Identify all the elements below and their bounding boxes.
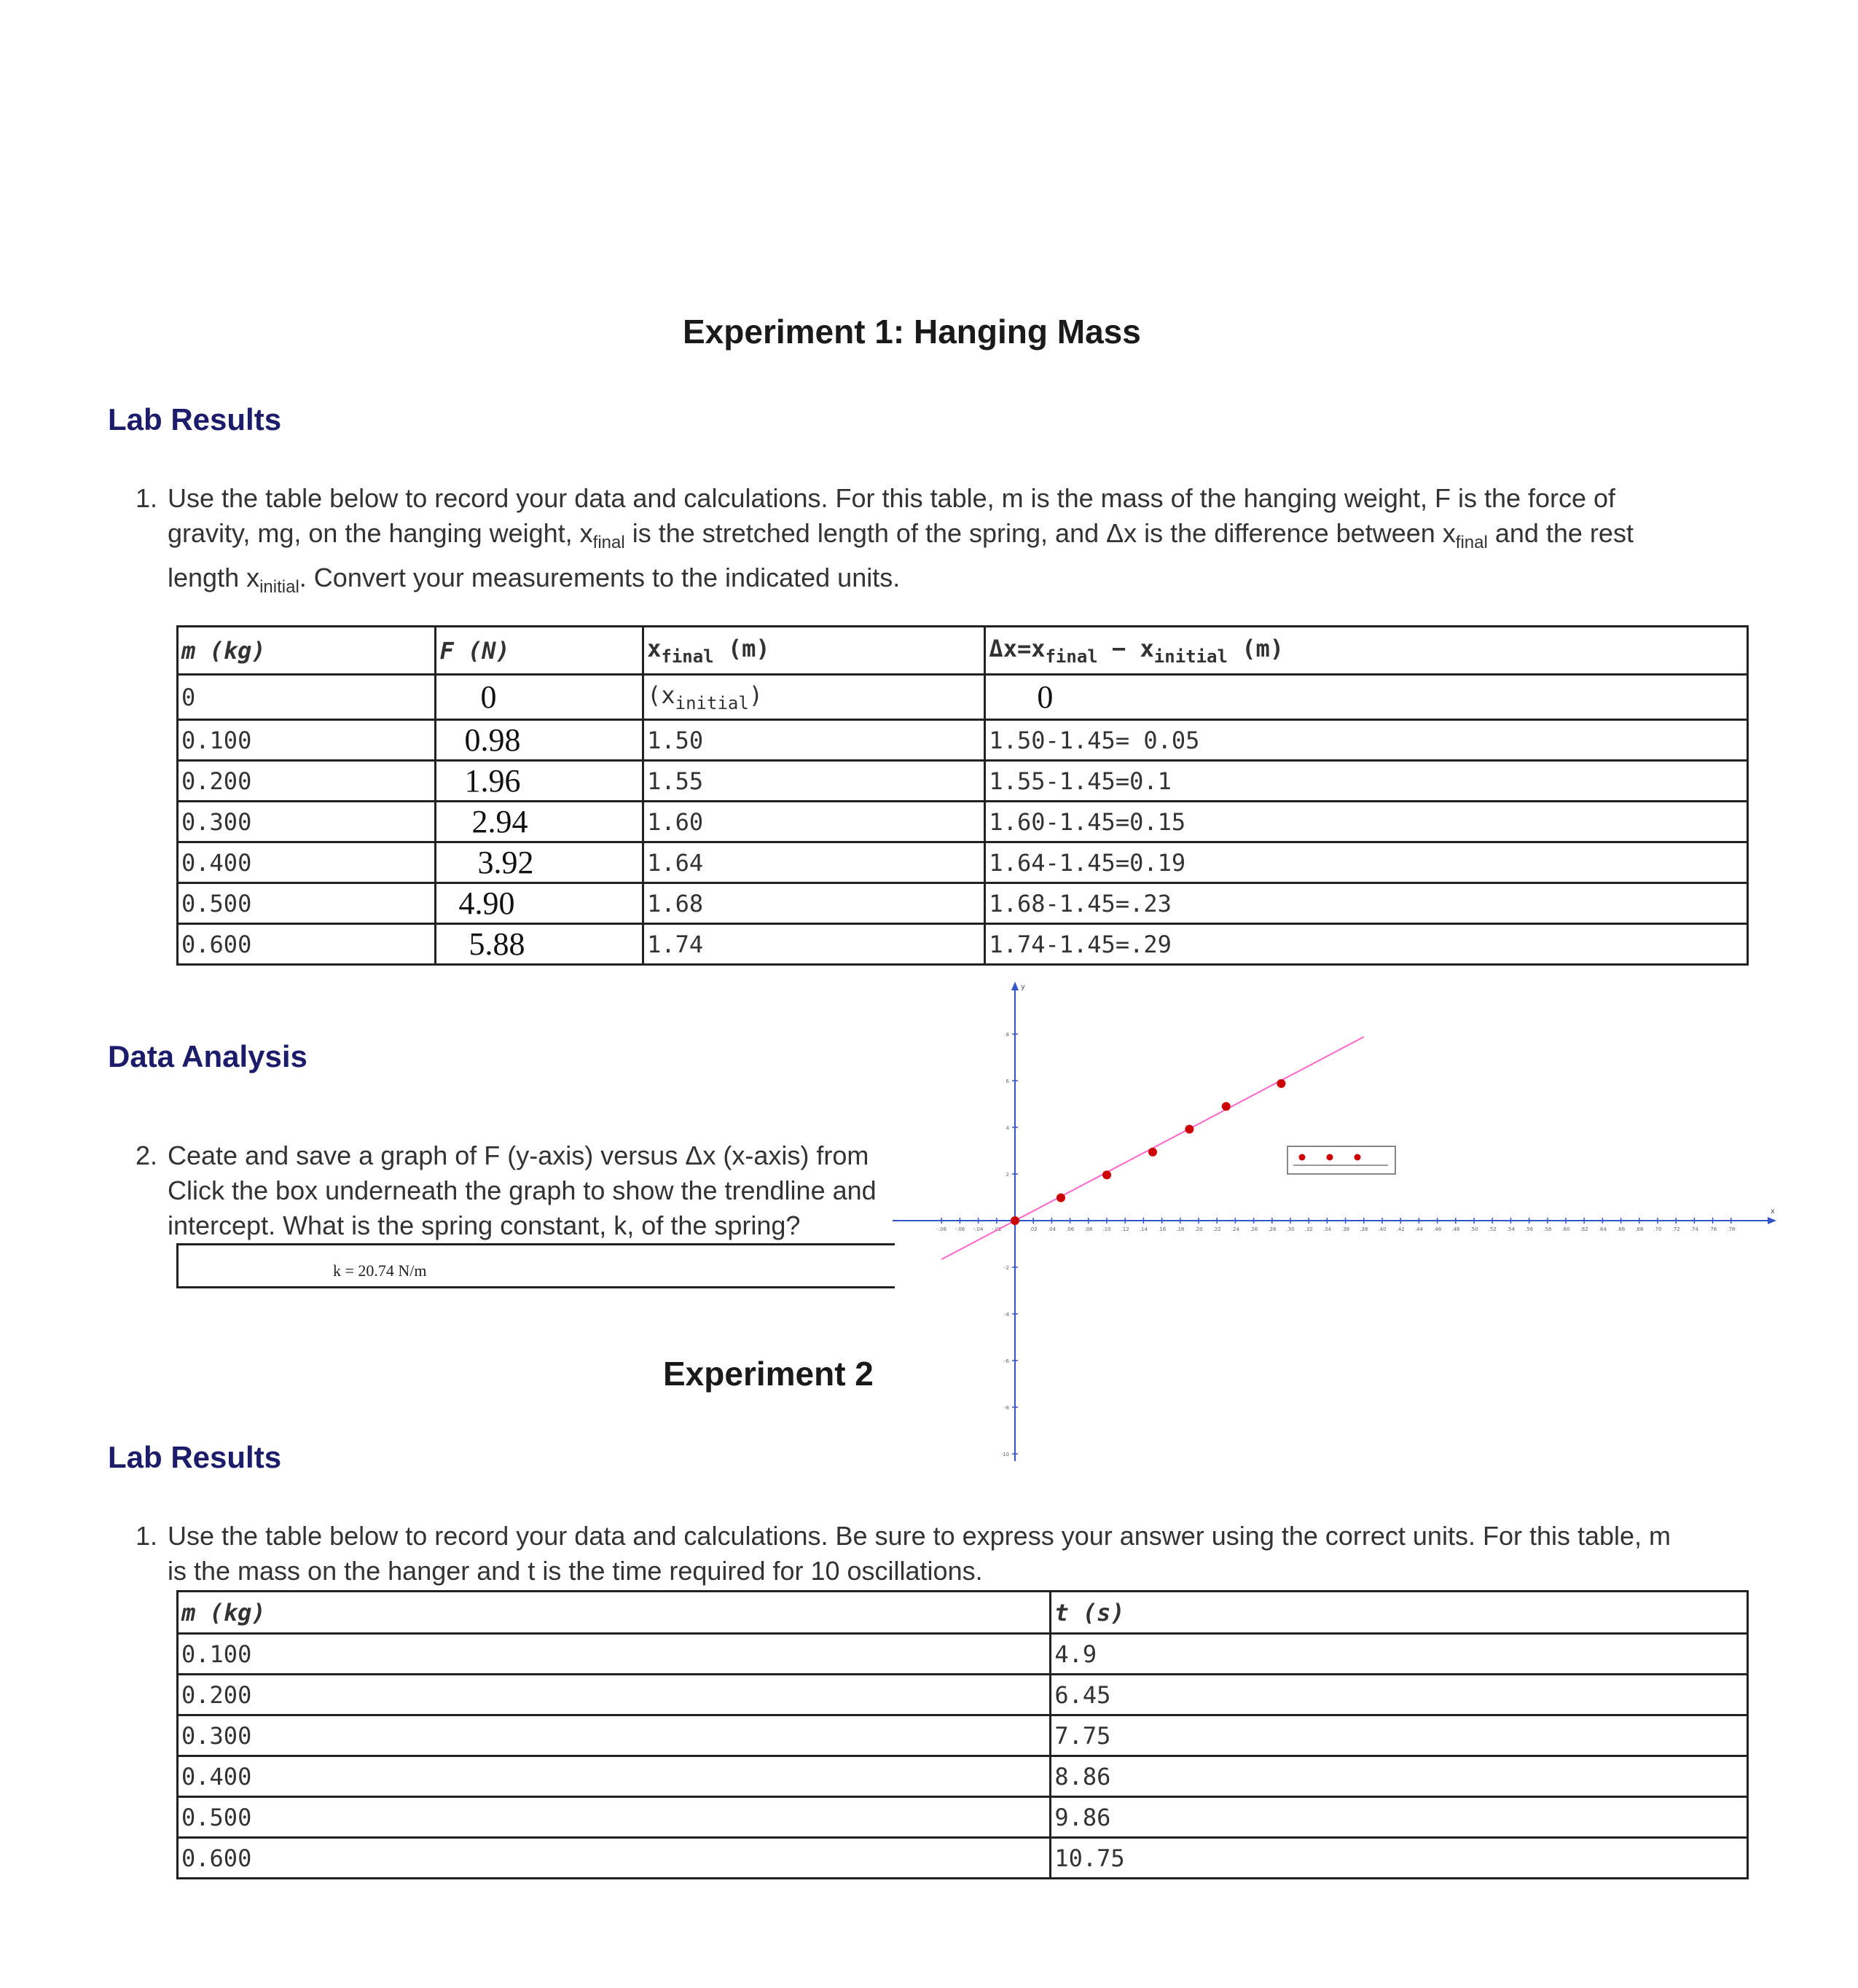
data-analysis-heading: Data Analysis: [108, 1039, 307, 1073]
question-line: Use the table below to record your data and calculations. For this table, m is the mass of the hanging weight, F is the force of: [168, 483, 1616, 513]
x-tick-label: .20: [1194, 1226, 1203, 1232]
y-tick-label: -6: [1004, 1358, 1009, 1364]
x-tick-label: .74: [1690, 1226, 1698, 1232]
cell-mass: 0.100: [178, 1634, 1051, 1675]
cell-delta-x: 1.55-1.45=0.1: [985, 761, 1748, 802]
x-tick-label: .14: [1139, 1226, 1148, 1232]
cell-force: 0: [436, 675, 643, 720]
table-row: [178, 1675, 1748, 1715]
cell-mass: 0.600: [178, 924, 436, 965]
data-point: [1102, 1170, 1111, 1179]
question-line: Click the box underneath the graph to show the trendline and: [168, 1175, 877, 1205]
x-tick-label: .08: [1084, 1226, 1093, 1232]
cell-time: 6.45: [1051, 1675, 1748, 1715]
x-tick-label: .32: [1304, 1226, 1313, 1232]
data-point: [1057, 1194, 1065, 1202]
cell-mass: 0.500: [178, 883, 436, 924]
header-delta-x: $\Delta x=x_{final} - x_{initial}$ (m): [985, 627, 1748, 675]
table-row: [178, 802, 1748, 842]
force-vs-displacement-chart: [893, 980, 1778, 1461]
data-point: [1185, 1125, 1193, 1134]
cell-force: 0.98: [436, 720, 643, 761]
cell-x-final: 1.60: [643, 802, 985, 842]
x-tick-label: .72: [1671, 1226, 1680, 1232]
cell-time: 9.86: [1051, 1797, 1748, 1838]
x-tick-label: .02: [1029, 1226, 1038, 1232]
question-line: Use the table below to record your data and calculations. Be sure to express your answer using the correct units. For this table, m: [168, 1521, 1671, 1551]
y-tick-label: -4: [1004, 1312, 1009, 1318]
data-point: [1011, 1216, 1019, 1225]
x-tick-label: .36: [1341, 1226, 1350, 1232]
cell-delta-x: 1.60-1.45=0.15: [985, 802, 1748, 842]
experiment1-question-2: [168, 1138, 893, 1243]
cell-mass: 0.400: [178, 842, 436, 883]
cell-mass: 0.100: [178, 720, 436, 761]
cell-x-final: $(x_{initial})$: [643, 675, 985, 720]
cell-delta-x: 1.74-1.45=.29: [985, 924, 1748, 965]
question-line: Ceate and save a graph of F (y-axis) versus Δx (x-axis) from: [168, 1140, 869, 1170]
x-tick-label: .48: [1451, 1226, 1460, 1232]
cell-mass: 0.600: [178, 1838, 1051, 1879]
table-row: [178, 1715, 1748, 1756]
cell-mass: 0.300: [178, 802, 436, 842]
cell-mass: 0.400: [178, 1756, 1051, 1797]
x-tick-label: .38: [1360, 1226, 1368, 1232]
x-tick-label: .06: [1066, 1226, 1075, 1232]
x-tick-label: .64: [1598, 1226, 1607, 1232]
data-point: [1277, 1079, 1285, 1088]
x-tick-label: .30: [1286, 1226, 1295, 1232]
x-tick-label: -.08: [936, 1226, 947, 1232]
header-mass: m (kg): [178, 1592, 1051, 1634]
table-header-row: [178, 627, 1748, 675]
y-axis-arrow: [1011, 982, 1019, 990]
question-line: gravity, mg, on the hanging weight, $x_{final}$ is the stretched length of the spring, and Δx is the difference between $x_{final}$ and the rest: [168, 518, 1634, 552]
answer-text: k = 20.74 N/m: [333, 1261, 427, 1280]
x-tick-label: .78: [1727, 1226, 1736, 1232]
cell-delta-x: 1.64-1.45=0.19: [985, 842, 1748, 883]
cell-time: 10.75: [1051, 1838, 1748, 1879]
y-axis-label: y: [1021, 983, 1025, 991]
header-x-final: $x_{final}$ (m): [643, 627, 985, 675]
x-tick-label: .60: [1561, 1226, 1570, 1232]
y-tick-label: 4: [1006, 1125, 1009, 1131]
experiment2-data-table: [176, 1590, 1749, 1879]
y-tick-label: 6: [1006, 1079, 1009, 1084]
x-axis-label: x: [1771, 1208, 1775, 1216]
x-tick-label: .04: [1047, 1226, 1056, 1232]
experiment1-question-1: [136, 481, 1771, 605]
x-tick-label: .12: [1121, 1226, 1129, 1232]
cell-time: 7.75: [1051, 1715, 1748, 1756]
x-tick-label: .22: [1212, 1226, 1221, 1232]
cell-x-final: 1.74: [643, 924, 985, 965]
table-row: [178, 675, 1748, 720]
x-tick-label: .40: [1378, 1226, 1387, 1232]
experiment2-title: Experiment 2: [663, 1355, 874, 1393]
x-tick-label: .34: [1322, 1226, 1331, 1232]
cell-x-final: 1.50: [643, 720, 985, 761]
table-row: [178, 761, 1748, 802]
x-tick-label: .58: [1543, 1226, 1552, 1232]
x-tick-label: .70: [1653, 1226, 1662, 1232]
x-tick-label: .66: [1617, 1226, 1626, 1232]
x-tick-label: .62: [1580, 1226, 1588, 1232]
cell-force: 4.90: [436, 883, 643, 924]
question-2-number: 2.: [136, 1140, 158, 1170]
trendline-legend: [1287, 1146, 1395, 1174]
x-tick-label: .76: [1709, 1226, 1717, 1232]
cell-time: 4.9: [1051, 1634, 1748, 1675]
data-point: [1222, 1102, 1231, 1111]
y-tick-label: 2: [1006, 1172, 1009, 1178]
table-row: [178, 1797, 1748, 1838]
experiment2-question-1: [136, 1519, 1771, 1589]
question-line: length $x_{initial}$. Convert your measurements to the indicated units.: [168, 563, 901, 597]
cell-mass: 0.200: [178, 761, 436, 802]
y-tick-label: -10: [1000, 1452, 1009, 1457]
y-tick-label: -8: [1004, 1405, 1009, 1411]
header-mass: m (kg): [178, 627, 436, 675]
question-number: 1.: [136, 483, 158, 513]
question-line: intercept. What is the spring constant, k, of the spring?: [168, 1210, 801, 1240]
experiment1-lab-results-heading: Lab Results: [108, 402, 282, 437]
x-tick-label: -.04: [973, 1226, 984, 1232]
x-tick-label: .42: [1396, 1226, 1405, 1232]
x-tick-label: .56: [1525, 1226, 1534, 1232]
cell-force: 1.96: [436, 761, 643, 802]
cell-x-final: 1.64: [643, 842, 985, 883]
cell-time: 8.86: [1051, 1756, 1748, 1797]
table-row: [178, 1756, 1748, 1797]
header-time: t (s): [1051, 1592, 1748, 1634]
x-tick-label: .26: [1250, 1226, 1258, 1232]
cell-force: 2.94: [436, 802, 643, 842]
x-tick-label: .52: [1488, 1226, 1497, 1232]
x-tick-label: -.02: [991, 1226, 1002, 1232]
x-tick-label: .50: [1470, 1226, 1478, 1232]
y-tick-label: -2: [1004, 1265, 1009, 1271]
cell-force: 5.88: [436, 924, 643, 965]
y-tick-label: 8: [1006, 1032, 1009, 1038]
cell-x-final: 1.55: [643, 761, 985, 802]
question-number: 1.: [136, 1521, 158, 1551]
table-header-row: [178, 1592, 1748, 1634]
cell-mass: 0: [178, 675, 436, 720]
cell-delta-x: 0: [985, 675, 1748, 720]
answer-box[interactable]: [176, 1243, 895, 1288]
x-tick-label: .44: [1414, 1226, 1423, 1232]
x-axis-arrow: [1768, 1217, 1776, 1224]
cell-x-final: 1.68: [643, 883, 985, 924]
x-tick-label: .10: [1102, 1226, 1111, 1232]
x-tick-label: .68: [1635, 1226, 1644, 1232]
experiment1-title: Experiment 1: Hanging Mass: [683, 313, 1141, 351]
table-row: [178, 842, 1748, 883]
table-row: [178, 1838, 1748, 1879]
x-tick-label: .18: [1176, 1226, 1185, 1232]
cell-delta-x: 1.68-1.45=.23: [985, 883, 1748, 924]
cell-mass: 0.500: [178, 1797, 1051, 1838]
x-tick-label: .54: [1506, 1226, 1515, 1232]
x-tick-label: -.06: [955, 1226, 965, 1232]
cell-force: 3.92: [436, 842, 643, 883]
experiment2-lab-results-heading: Lab Results: [108, 1440, 282, 1474]
x-tick-label: .46: [1433, 1226, 1442, 1232]
table-row: [178, 883, 1748, 924]
table-row: [178, 1634, 1748, 1675]
x-tick-label: .16: [1158, 1226, 1167, 1232]
header-force: F (N): [436, 627, 643, 675]
question-line: is the mass on the hanger and t is the time required for 10 oscillations.: [168, 1556, 983, 1586]
cell-mass: 0.200: [178, 1675, 1051, 1715]
cell-mass: 0.300: [178, 1715, 1051, 1756]
x-tick-label: .24: [1231, 1226, 1239, 1232]
table-row: [178, 924, 1748, 965]
table-row: [178, 720, 1748, 761]
cell-delta-x: 1.50-1.45= 0.05: [985, 720, 1748, 761]
experiment1-data-table: [176, 625, 1749, 966]
x-tick-label: .28: [1268, 1226, 1277, 1232]
data-point: [1148, 1148, 1157, 1157]
